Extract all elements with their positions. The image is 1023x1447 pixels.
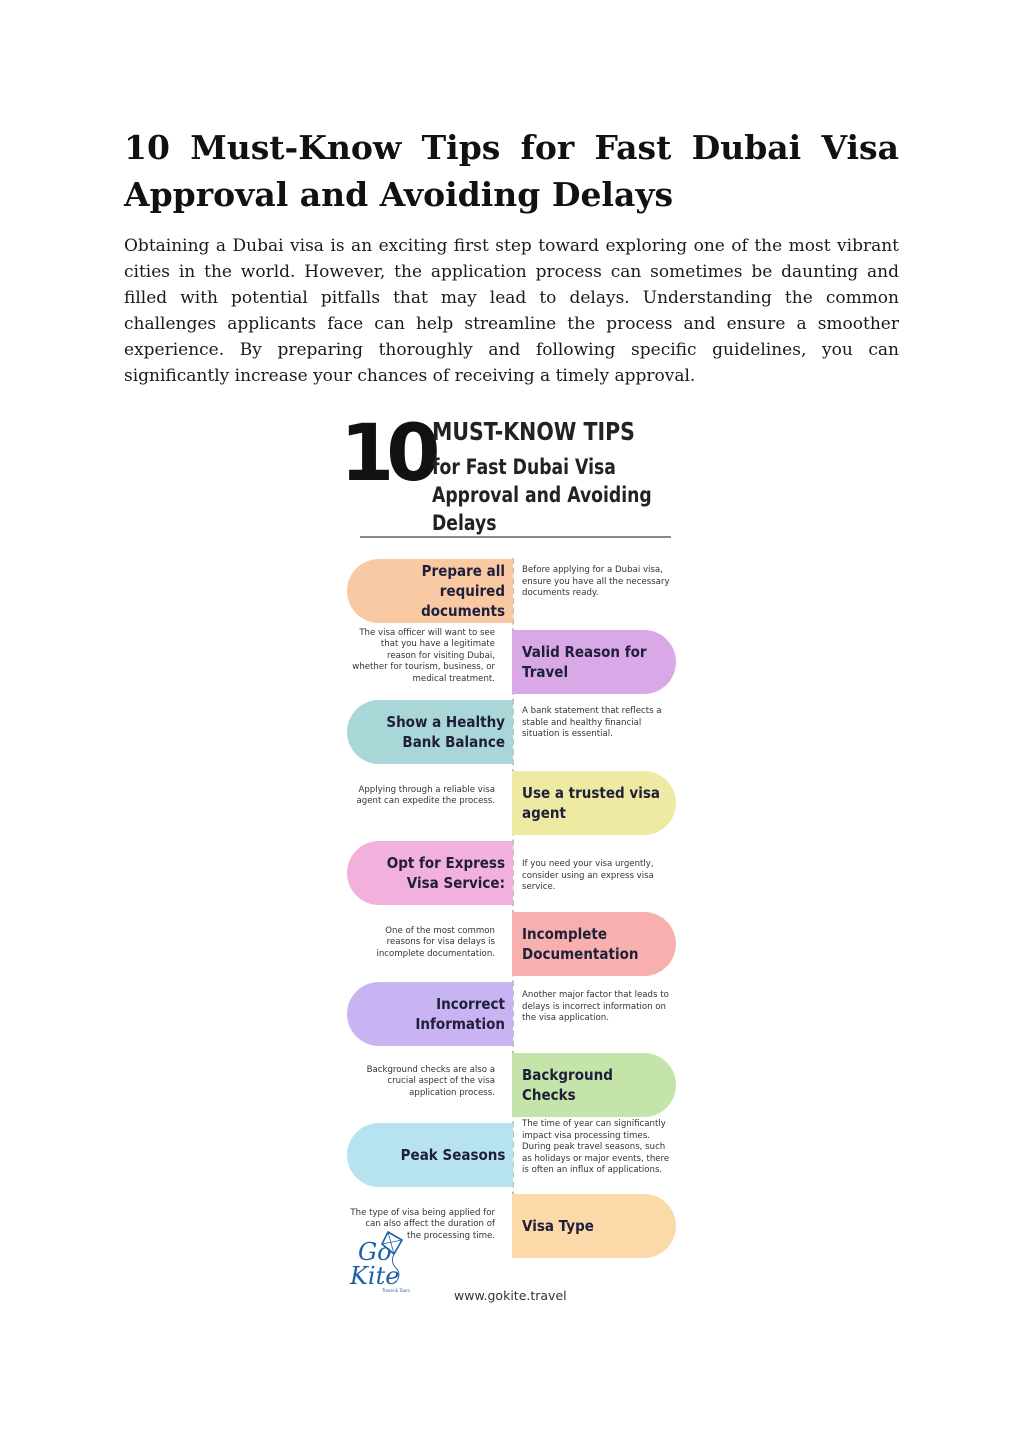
infographic-subheading: for Fast Dubai Visa Approval and Avoiding Delays	[432, 455, 652, 535]
tip-description: One of the most common reasons for visa delays is incomplete documentation.	[376, 925, 495, 959]
tip-label: Prepare all required documents	[421, 562, 505, 620]
tip-label: Peak Seasons	[400, 1146, 505, 1164]
tip-label: Visa Type	[522, 1216, 594, 1235]
title-line-1	[124, 124, 899, 171]
infographic-number: 10	[340, 409, 433, 499]
logo-tagline: Travel & Tours	[382, 1288, 411, 1293]
tip-label: Show a Healthy Bank Balance	[386, 713, 505, 751]
tip-label: Opt for Express Visa Service:	[386, 854, 505, 892]
tip-description: Another major factor that leads to delays is incorrect information on the visa application.	[522, 990, 669, 1023]
tip-description: Before applying for a Dubai visa, ensure you have all the necessary documents ready.	[522, 565, 670, 598]
tip-label-pill	[512, 912, 676, 976]
tip-label: Valid Reason for Travel	[522, 642, 647, 681]
tip-label-pill	[512, 630, 676, 694]
tip-description: The time of year can significantly impact visa processing times. During peak travel seasons, such as holidays or major events, there is often an influx of applications.	[522, 1119, 670, 1175]
tip-label-pill	[347, 700, 513, 764]
logo-word-go: Go	[358, 1238, 392, 1266]
tips-infographic	[336, 408, 686, 1308]
title-word: 10	[124, 128, 170, 167]
website-url: www.gokite.travel	[454, 1288, 567, 1303]
tip-description: Applying through a reliable visa agent can expedite the process.	[356, 784, 495, 806]
title-word: Dubai	[691, 128, 802, 167]
title-word: Visa	[821, 128, 899, 167]
tip-description: If you need your visa urgently, consider using an express visa service.	[522, 859, 654, 892]
infographic-heading: MUST-KNOW TIPS	[432, 417, 635, 446]
article-title	[124, 124, 899, 218]
intro-paragraph: Obtaining a Dubai visa is an exciting first step toward exploring one of the most vibrant cities in the world. However, the application process can sometimes be daunting and filled with potential pitfalls that may lead to delays. Understanding the common challenges applicants face can help streamline the process and ensure a smoother experience. By preparing thoroughly and following specific guidelines, you can significantly increase your chances of receiving a timely approval.	[124, 236, 899, 386]
title-word: for	[520, 128, 575, 167]
title-word: Fast	[594, 128, 672, 167]
heading-divider	[360, 536, 671, 538]
title-word: Must-Know	[190, 128, 402, 167]
tip-label-pill	[347, 841, 513, 905]
tip-description: A bank statement that reflects a stable and healthy financial situation is essential.	[522, 706, 662, 739]
tip-label-pill	[347, 559, 513, 623]
tip-label-pill	[347, 1123, 513, 1187]
tip-description: The visa officer will want to see that you have a legitimate reason for visiting Dubai, whether for tourism, business, or medical treatment.	[352, 627, 495, 684]
tip-description: The type of visa being applied for can also affect the duration of the processing time.	[350, 1207, 495, 1241]
tip-description: Background checks are also a crucial aspect of the visa application process.	[366, 1064, 495, 1098]
tip-label-pill	[512, 1194, 676, 1258]
tip-label-pill	[512, 771, 676, 835]
tip-label-pill	[512, 1053, 676, 1117]
gokite-logo	[344, 1226, 414, 1298]
tip-label: Incorrect Information	[415, 995, 505, 1033]
logo-word-kite: Kite	[350, 1262, 400, 1290]
tip-label-pill	[347, 982, 513, 1046]
title-word: Tips	[421, 128, 501, 167]
tip-label: Use a trusted visa agent	[522, 783, 660, 822]
tip-label: Incomplete Documentation	[522, 924, 639, 963]
tip-label: Background Checks	[522, 1065, 613, 1104]
title-line-2: Approval and Avoiding Delays	[124, 175, 674, 214]
